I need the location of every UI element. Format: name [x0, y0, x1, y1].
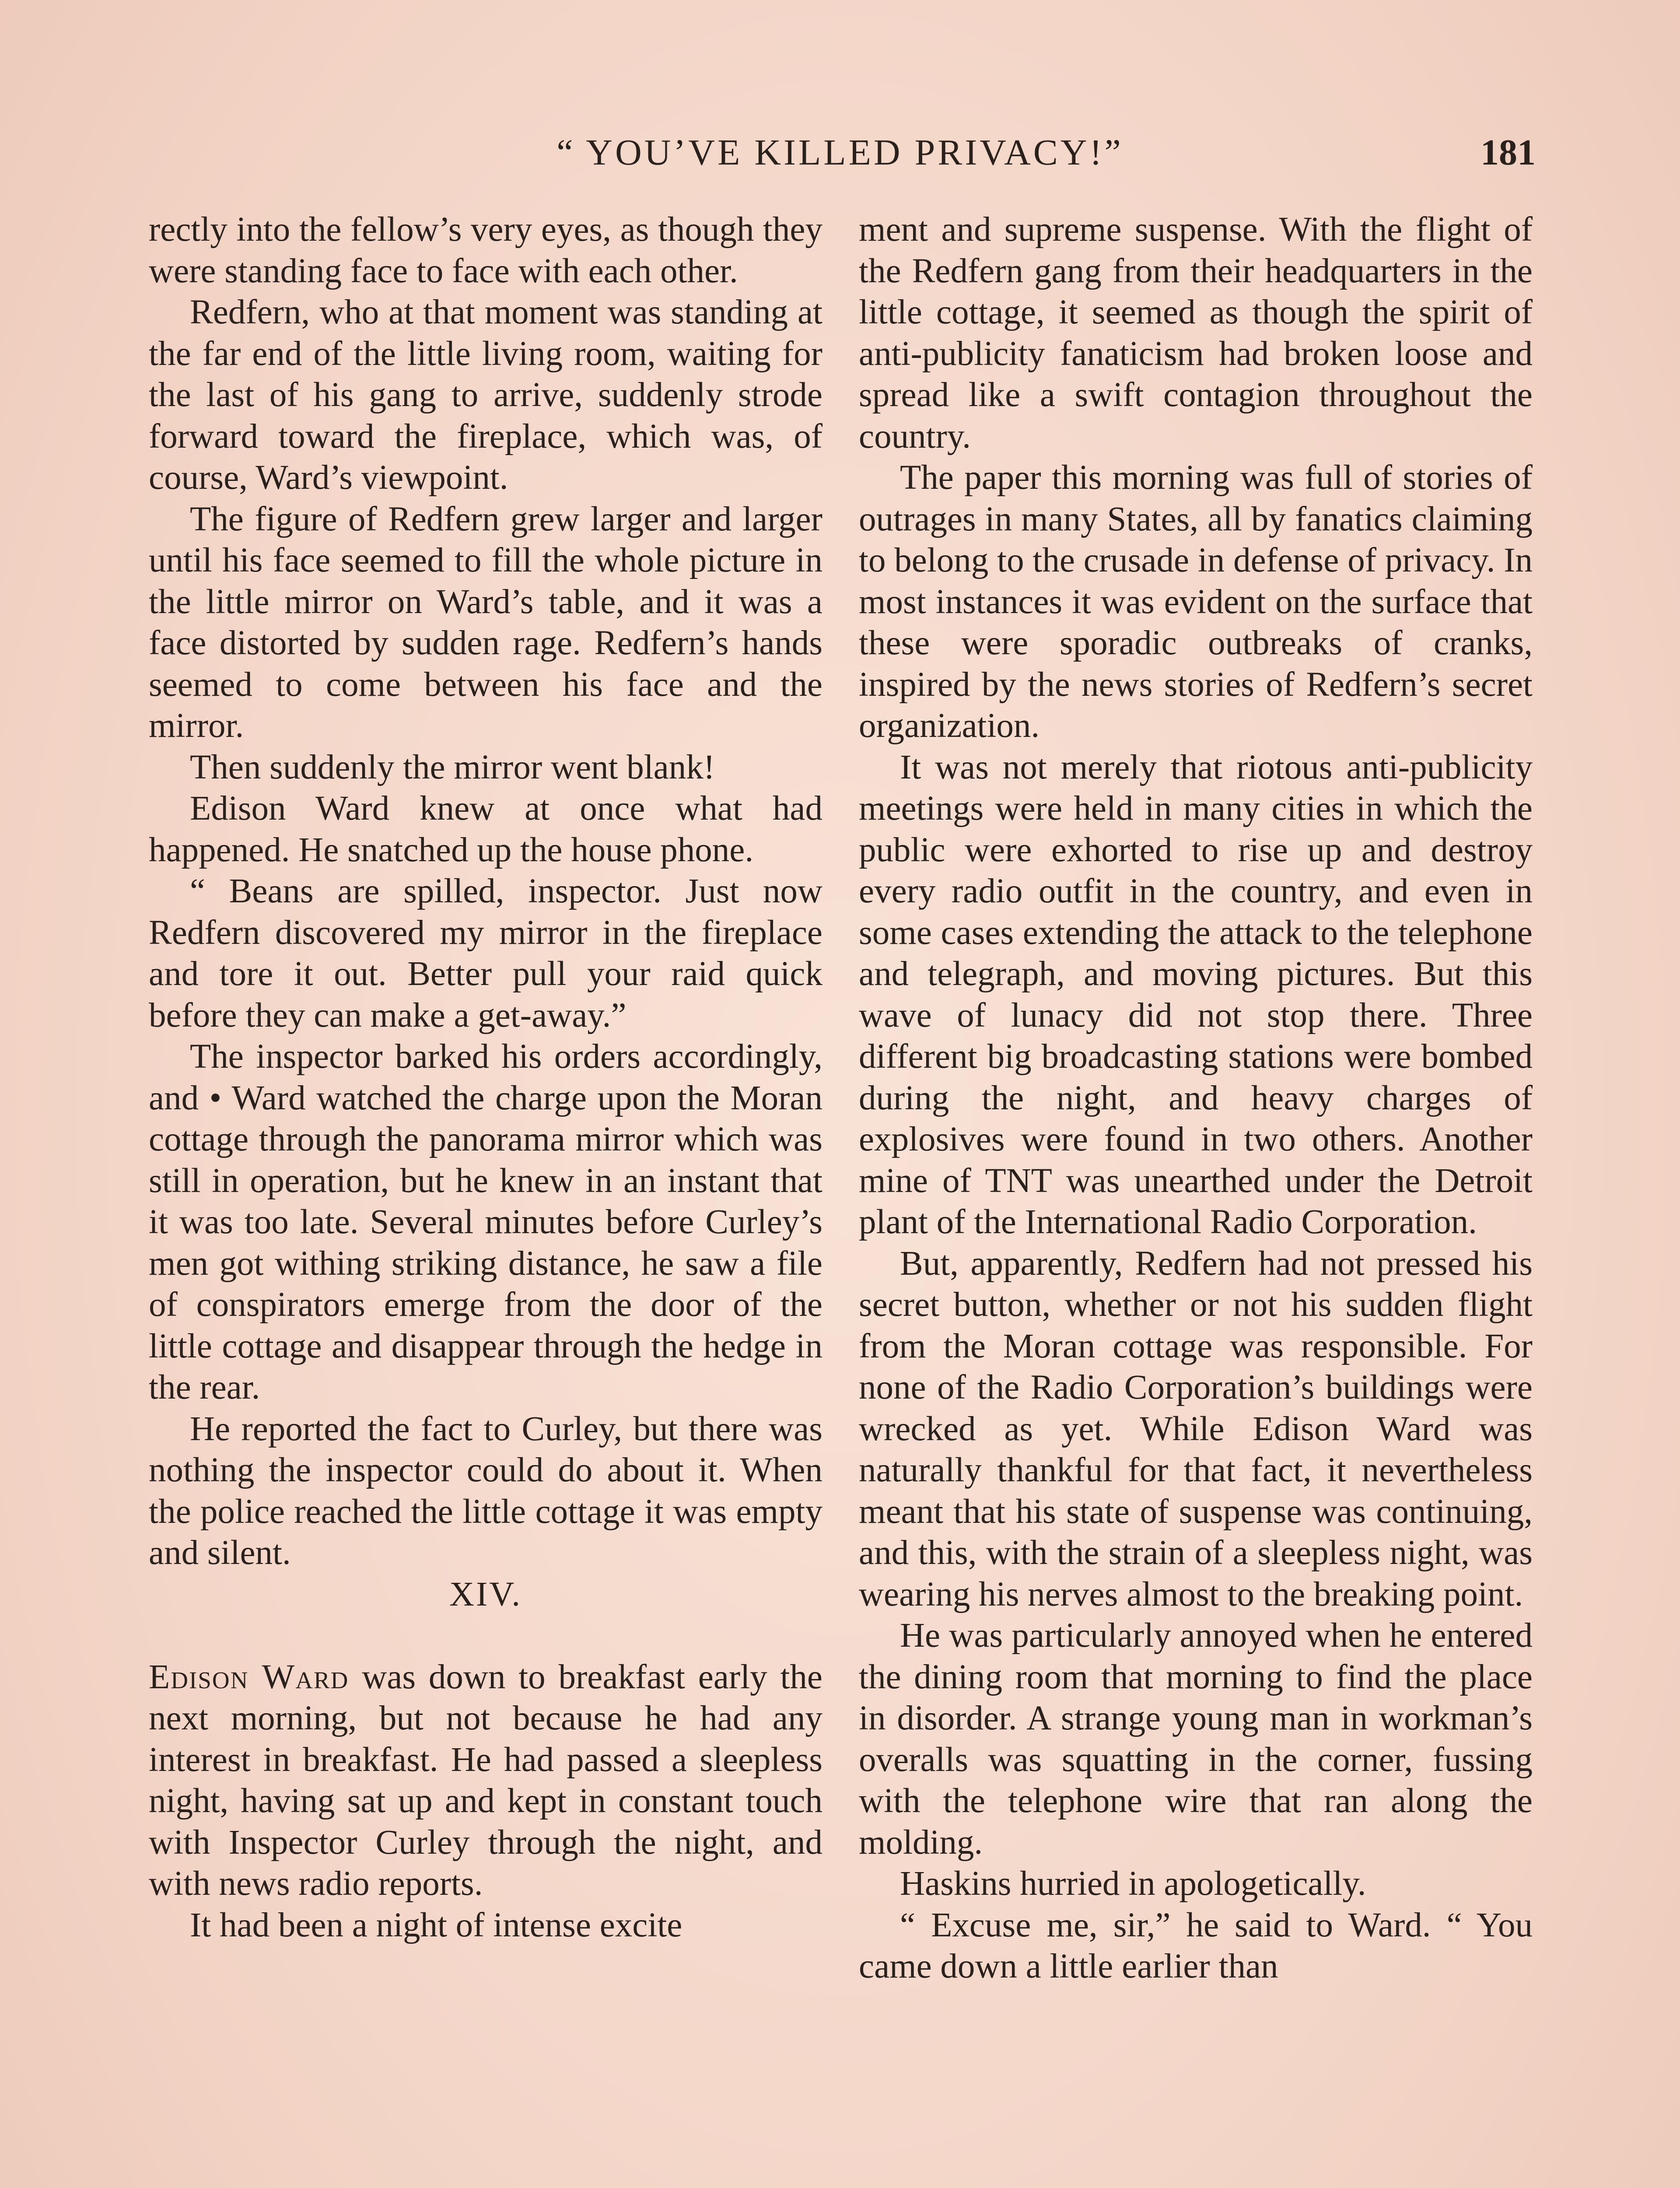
paragraph: He reported the fact to Curley, but there was nothing the inspector could do about it. When the police reached the little cottage it was empty and silent. [149, 1410, 822, 1572]
paragraph: Edison Ward knew at once what had happened. He snatched up the house phone. [149, 789, 822, 869]
paragraph: The figure of Redfern grew larger and larger until his face seemed to fill the whole picture in the little mirror on Ward’s table, and it was a face distorted by sudden rage. Redfern’s hands seemed to come between his face and the mirror. [149, 500, 822, 745]
paragraph: Redfern, who at that moment was standing at the far end of the little living room, waiting for the last of his gang to arrive, suddenly strode forward toward the fireplace, which was, of course, Ward’s viewpoint. [149, 293, 822, 497]
paragraph: He was particularly annoyed when he entered the dining room that morning to find the place in disorder. A strange young man in workman’s overalls was squatting in the corner, fussing with the telephone wire that ran along the molding. [859, 1616, 1533, 1862]
chapter-lead-in: Edison Ward [149, 1658, 349, 1696]
running-title: “ YOU’VE KILLED PRIVACY!” [556, 132, 1124, 173]
paragraph: Then suddenly the mirror went blank! [190, 748, 715, 786]
paragraph: But, apparently, Redfern had not pressed his secret button, whether or not his sudden flight from the Moran cottage was responsible. For none of the Radio Corporation’s buildings were wrecked as yet. While Edison Ward was naturally thankful for that fact, it nevertheless meant that his state of suspense was continuing, and this, with the strain of a sleepless night, was wearing his nerves almost to the breaking point. [859, 1244, 1533, 1613]
paragraph: Haskins hurried in apologetically. [900, 1865, 1366, 1903]
running-head [149, 131, 1536, 179]
chapter-opening-text: was down to breakfast early the next morning, but not because he had any interest in breakfast. He had passed a sleepless night, having sat up and kept in constant touch with Inspector Curley through the night, and with news radio reports. [149, 1658, 822, 1903]
paragraph: The inspector barked his orders accordingly, and • Ward watched the charge upon the Moran cottage through the panorama mirror which was still in operation, but he knew in an instant that it was too late. Several minutes before Curley’s men got withing striking distance, he saw a file of conspirators emerge from the door of the little cottage and disappear through the hedge in the rear. [149, 1038, 822, 1406]
paragraph: rectly into the fellow’s very eyes, as though they were standing face to face with each other. [149, 210, 822, 290]
right-column [859, 209, 1533, 1988]
left-column [149, 209, 822, 1946]
paragraph: ment and supreme suspense. With the flight of the Redfern gang from their headquarters in the little cottage, it seemed as though the spirit of anti-publicity fanaticism had broken loose and spread like a swift contagion throughout the country. [859, 210, 1533, 456]
paragraph: “ Beans are spilled, inspector. Just now Redfern discovered my mirror in the fireplace and tore it out. Better pull your raid quick before they can make a get-away.” [149, 872, 822, 1034]
paragraph: “ Excuse me, sir,” he said to Ward. “ You came down a little earlier than [859, 1906, 1533, 1985]
paragraph: It had been a night of intense excite [190, 1906, 682, 1944]
chapter-heading: XIV. [449, 1575, 522, 1613]
paragraph: It was not merely that riotous anti-publicity meetings were held in many cities in which the public were exhorted to rise up and destroy every radio outfit in the country, and even in some cases extending the attack to the telephone and telegraph, and moving pictures. But this wave of lunacy did not stop there. Three different big broadcasting stations were bombed during the night, and heavy charges of explosives were found in two others. Another mine of TNT was unearthed under the Detroit plant of the International Radio Corporation. [859, 748, 1533, 1241]
page-number: 181 [1480, 132, 1536, 173]
paragraph: The paper this morning was full of stories of outrages in many States, all by fanatics claiming to belong to the crusade in defense of privacy. In most instances it was evident on the surface that these were sporadic outbreaks of cranks, inspired by the news stories of Redfern’s secret organization. [859, 459, 1533, 745]
chapter-opening-paragraph [149, 1657, 822, 1905]
